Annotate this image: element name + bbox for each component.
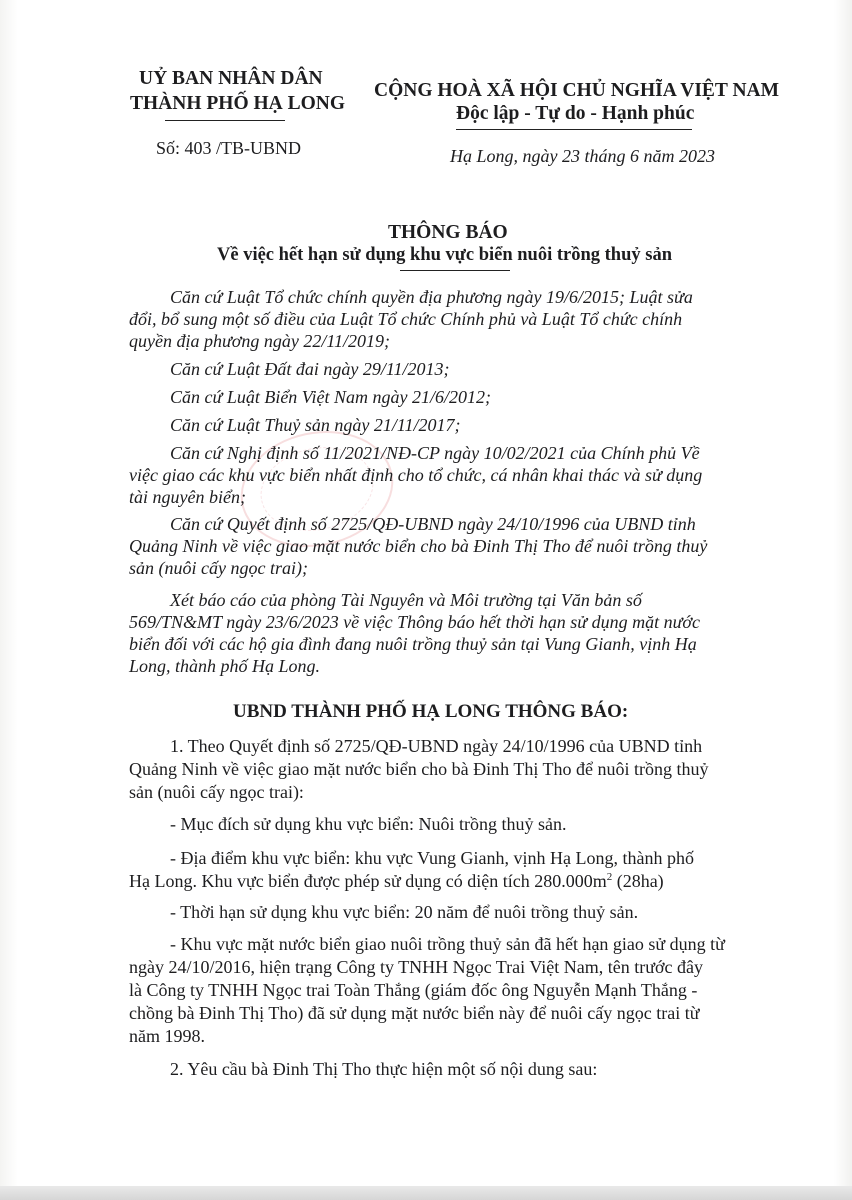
basis-6-line-1: Căn cứ Quyết định số 2725/QĐ-UBND ngày 24/10/1996 của UBND tỉnh <box>170 514 696 534</box>
basis-7-line-3: biển đối với các hộ gia đình đang nuôi trồng thuỷ sản tại Vung Gianh, vịnh Hạ <box>129 634 697 654</box>
document-title: THÔNG BÁO <box>388 222 508 243</box>
basis-6-line-2: Quảng Ninh về việc giao mặt nước biển cho bà Đinh Thị Tho để nuôi trồng thuỷ <box>129 536 708 556</box>
item-1-line-1: 1. Theo Quyết định số 2725/QĐ-UBND ngày 24/10/1996 của UBND tỉnh <box>170 736 703 756</box>
bullet-purpose: - Mục đích sử dụng khu vực biển: Nuôi trồng thuỷ sản. <box>170 814 567 834</box>
place-date: Hạ Long, ngày 23 tháng 6 năm 2023 <box>450 146 715 166</box>
bullet-status-line-4: chồng bà Đinh Thị Tho) đã sử dụng mặt nước biển này để nuôi cấy ngọc trai từ <box>129 1003 700 1023</box>
bullet-location-line-2 <box>129 871 664 892</box>
item-2: 2. Yêu cầu bà Đinh Thị Tho thực hiện một số nội dung sau: <box>170 1059 598 1079</box>
basis-1-line-3: quyền địa phương ngày 22/11/2019; <box>129 331 391 351</box>
area-text: Hạ Long. Khu vực biển được phép sử dụng có diện tích 280.000m <box>129 871 607 891</box>
area-hectares: (28ha) <box>612 871 664 891</box>
basis-4: Căn cứ Luật Thuỷ sản ngày 21/11/2017; <box>170 415 461 435</box>
org-name-line1: UỶ BAN NHÂN DÂN <box>139 68 323 89</box>
section-heading: UBND THÀNH PHỐ HẠ LONG THÔNG BÁO: <box>233 701 629 722</box>
bullet-location-line-1: - Địa điểm khu vực biển: khu vực Vung Gianh, vịnh Hạ Long, thành phố <box>170 848 695 868</box>
basis-5-line-1: Căn cứ Nghị định số 11/2021/NĐ-CP ngày 10/02/2021 của Chính phủ Về <box>170 443 700 463</box>
basis-7-line-2: 569/TN&MT ngày 23/6/2023 về việc Thông báo hết thời hạn sử dụng mặt nước <box>129 612 700 632</box>
basis-5-line-2: việc giao các khu vực biển nhất định cho tổ chức, cá nhân khai thác và sử dụng <box>129 465 703 485</box>
bullet-status-line-5: năm 1998. <box>129 1026 205 1046</box>
motto-underline <box>456 129 692 130</box>
bullet-duration: - Thời hạn sử dụng khu vực biển: 20 năm để nuôi trồng thuỷ sản. <box>170 902 639 922</box>
basis-7-line-1: Xét báo cáo của phòng Tài Nguyên và Môi trường tại Văn bản số <box>170 590 642 610</box>
org-name-line2: THÀNH PHỐ HẠ LONG <box>130 93 346 114</box>
bullet-status-line-3: là Công ty TNHH Ngọc trai Toàn Thắng (giám đốc ông Nguyễn Mạnh Thắng - <box>129 980 698 1000</box>
document-number: Số: 403 /TB-UBND <box>156 138 302 158</box>
basis-7-line-4: Long, thành phố Hạ Long. <box>129 656 321 676</box>
nation-name: CỘNG HOÀ XÃ HỘI CHỦ NGHĨA VIỆT NAM <box>374 80 780 101</box>
subtitle-underline <box>400 270 510 271</box>
item-1-line-2: Quảng Ninh về việc giao mặt nước biển cho bà Đinh Thị Tho để nuôi trồng thuỷ <box>129 759 709 779</box>
bullet-status-line-1: - Khu vực mặt nước biển giao nuôi trồng thuỷ sản đã hết hạn giao sử dụng từ <box>170 934 725 954</box>
org-underline <box>165 120 285 121</box>
basis-5-line-3: tài nguyên biển; <box>129 487 246 507</box>
basis-6-line-3: sản (nuôi cấy ngọc trai); <box>129 558 308 578</box>
item-1-line-3: sản (nuôi cấy ngọc trai): <box>129 782 304 802</box>
basis-1-line-1: Căn cứ Luật Tổ chức chính quyền địa phương ngày 19/6/2015; Luật sửa <box>170 287 693 307</box>
nation-motto: Độc lập - Tự do - Hạnh phúc <box>456 103 695 124</box>
page-bottom-edge <box>0 1186 852 1200</box>
basis-3: Căn cứ Luật Biển Việt Nam ngày 21/6/2012; <box>170 387 491 407</box>
document-subtitle: Về việc hết hạn sử dụng khu vực biển nuôi trồng thuỷ sản <box>217 245 673 265</box>
area-superscript: 2 <box>606 871 613 883</box>
basis-1-line-2: đổi, bổ sung một số điều của Luật Tổ chức Chính phủ và Luật Tổ chức chính <box>129 309 683 329</box>
basis-2: Căn cứ Luật Đất đai ngày 29/11/2013; <box>170 359 450 379</box>
bullet-status-line-2: ngày 24/10/2016, hiện trạng Công ty TNHH Ngọc Trai Việt Nam, tên trước đây <box>129 957 703 977</box>
